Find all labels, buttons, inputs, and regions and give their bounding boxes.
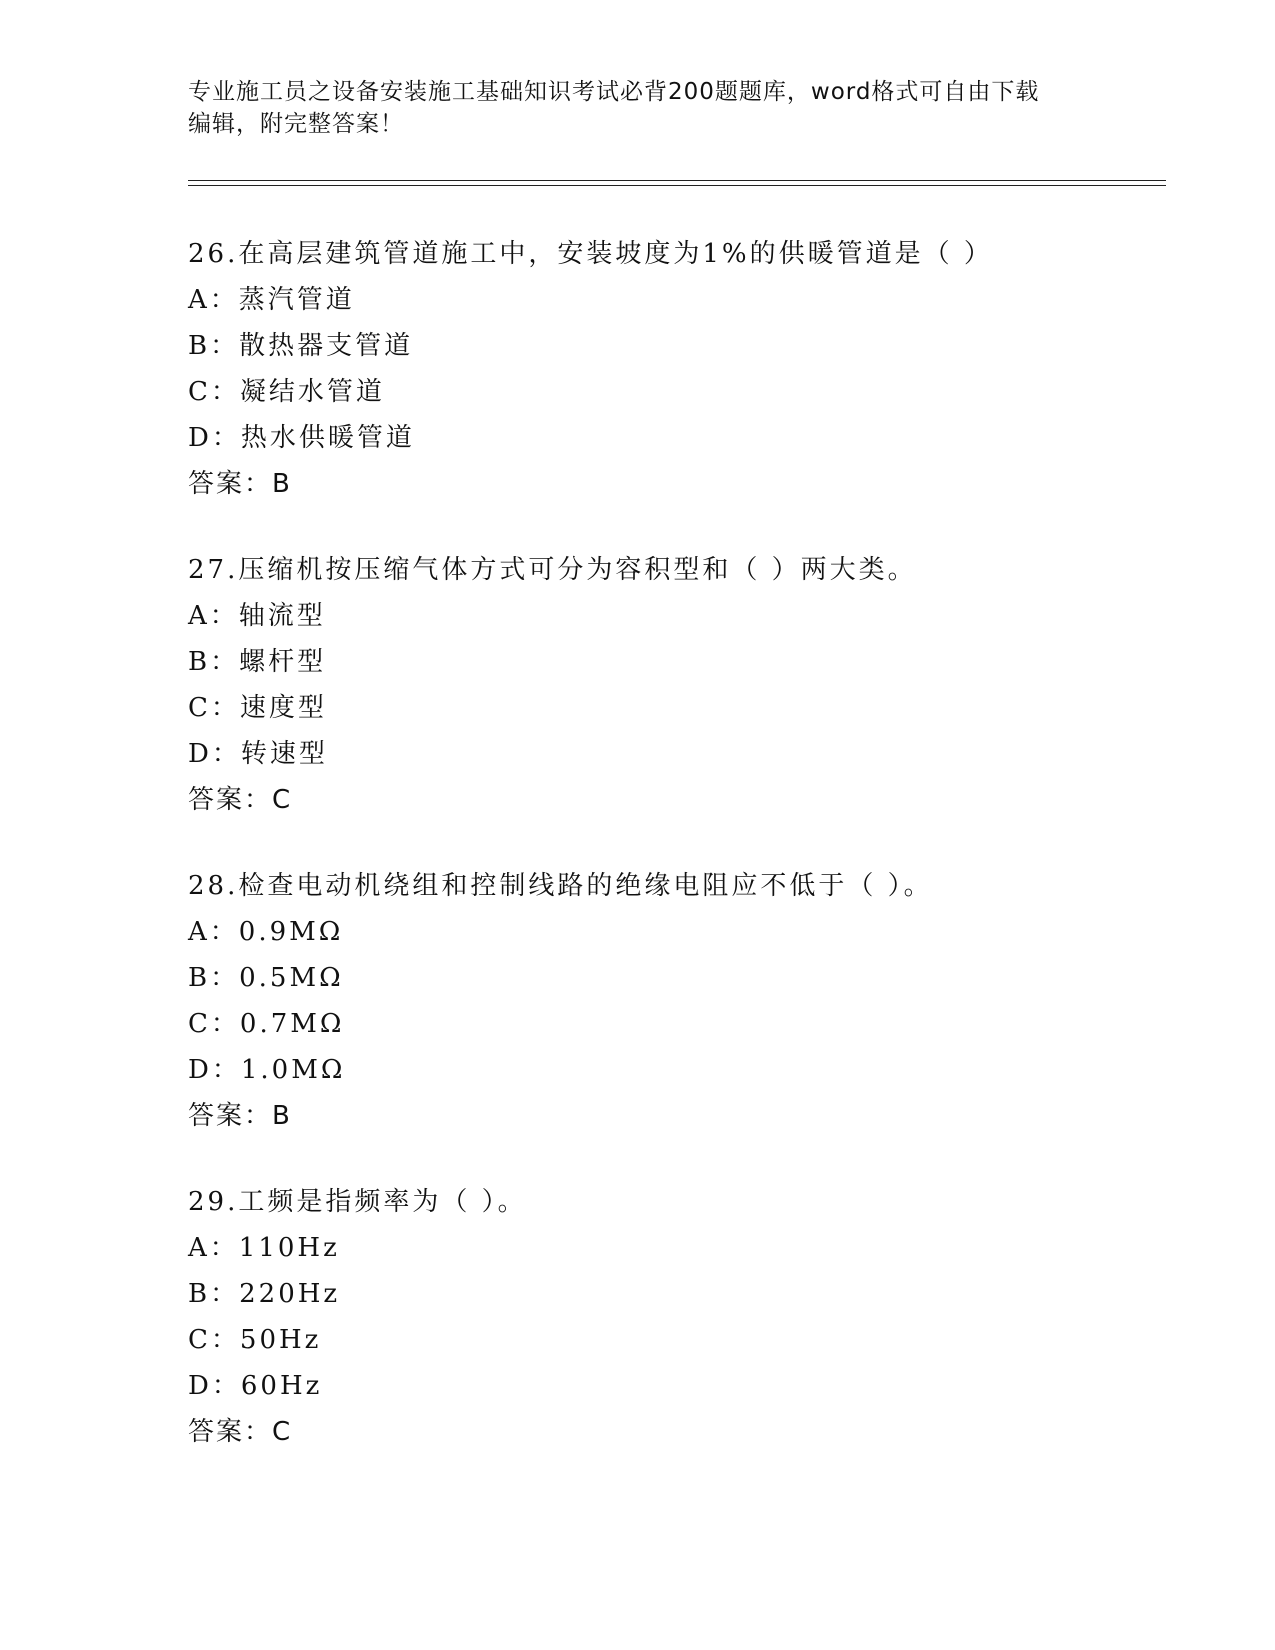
option-a: [188, 916, 1148, 962]
option-key: A：: [188, 1233, 239, 1263]
option-key: D：: [188, 1055, 241, 1085]
option-c: [188, 1324, 1148, 1370]
header-line-2: 编辑，附完整答案！: [188, 111, 404, 137]
option-key: A：: [188, 917, 239, 947]
option-key: D：: [188, 1371, 241, 1401]
option-text: 轴流型: [238, 601, 326, 631]
option-text: 1.0MΩ: [240, 1055, 346, 1085]
question-stem: 28.检查电动机绕组和控制线路的绝缘电阻应不低于（ ）。: [188, 871, 933, 901]
option-c: [188, 692, 1148, 738]
header-divider-bottom: [188, 185, 1166, 186]
option-d: [188, 422, 1148, 468]
option-key: B：: [188, 647, 240, 677]
option-text: 60Hz: [240, 1371, 323, 1401]
option-b: [188, 1278, 1148, 1324]
option-key: C：: [188, 1009, 240, 1039]
option-key: A：: [188, 285, 239, 315]
option-c: [188, 376, 1148, 422]
document-header: [188, 76, 1088, 140]
option-text: 凝结水管道: [239, 377, 385, 407]
option-key: C：: [188, 693, 240, 723]
option-d: [188, 1054, 1148, 1100]
question-29: [188, 1186, 1148, 1462]
option-d: [188, 1370, 1148, 1416]
option-text: 速度型: [239, 693, 327, 723]
option-a: [188, 1232, 1148, 1278]
option-key: C：: [188, 377, 240, 407]
answer-line: 答案：C: [188, 1417, 293, 1447]
option-a: [188, 284, 1148, 330]
option-text: 蒸汽管道: [238, 285, 355, 315]
option-d: [188, 738, 1148, 784]
option-text: 220Hz: [239, 1279, 341, 1309]
option-key: B：: [188, 963, 240, 993]
option-key: A：: [188, 601, 239, 631]
option-key: D：: [188, 739, 241, 769]
header-divider-top: [188, 180, 1166, 181]
option-b: [188, 962, 1148, 1008]
option-text: 转速型: [240, 739, 328, 769]
question-27: [188, 554, 1148, 830]
option-key: C：: [188, 1325, 240, 1355]
option-text: 螺杆型: [239, 647, 327, 677]
option-key: D：: [188, 423, 241, 453]
option-text: 散热器支管道: [239, 331, 414, 361]
header-line-1: 专业施工员之设备安装施工基础知识考试必背200题题库，word格式可自由下载: [188, 79, 1040, 105]
option-c: [188, 1008, 1148, 1054]
question-28: [188, 870, 1148, 1146]
question-stem: 29.工频是指频率为（ ）。: [188, 1187, 527, 1217]
question-26: [188, 238, 1148, 514]
answer-line: 答案：B: [188, 469, 292, 499]
option-b: [188, 646, 1148, 692]
option-key: B：: [188, 331, 240, 361]
answer-line: 答案：C: [188, 785, 293, 815]
option-text: 0.9MΩ: [238, 917, 344, 947]
option-key: B：: [188, 1279, 240, 1309]
option-text: 50Hz: [239, 1325, 322, 1355]
option-b: [188, 330, 1148, 376]
question-stem: 27.压缩机按压缩气体方式可分为容积型和（ ）两大类。: [188, 555, 917, 585]
option-text: 热水供暖管道: [240, 423, 415, 453]
option-text: 110Hz: [238, 1233, 340, 1263]
option-a: [188, 600, 1148, 646]
answer-line: 答案：B: [188, 1101, 292, 1131]
option-text: 0.7MΩ: [239, 1009, 345, 1039]
option-text: 0.5MΩ: [239, 963, 344, 993]
question-stem: 26.在高层建筑管道施工中，安装坡度为1%的供暖管道是（ ）: [188, 239, 993, 269]
